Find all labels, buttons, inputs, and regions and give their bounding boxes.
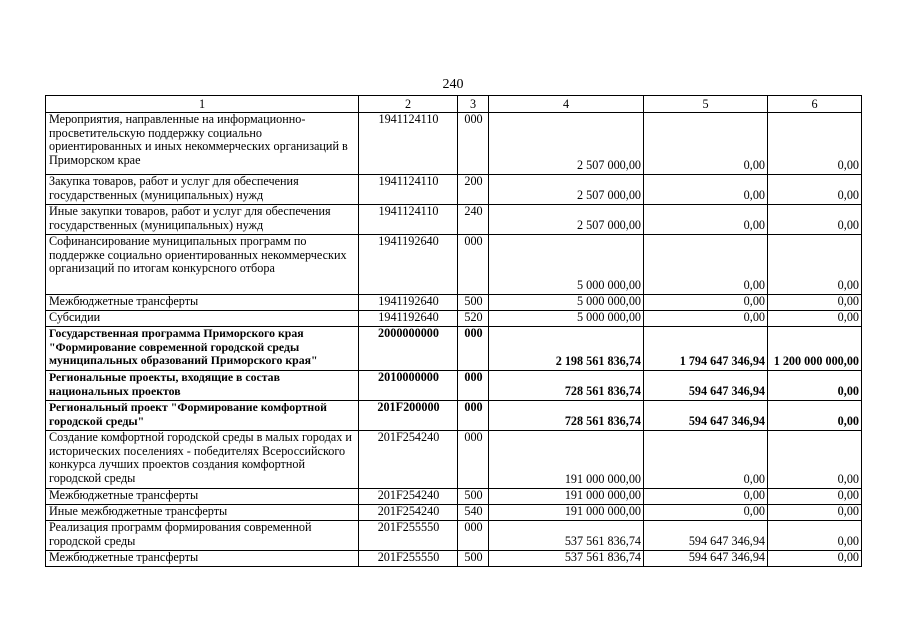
row-name: Межбюджетные трансферты xyxy=(46,551,359,567)
expense-type-code: 520 xyxy=(458,311,489,327)
table-row xyxy=(46,327,862,371)
amount-col6: 0,00 xyxy=(768,371,862,401)
row-name: Иные закупки товаров, работ и услуг для обеспечения государственных (муниципальных) нужд xyxy=(46,205,359,235)
amount-col6: 0,00 xyxy=(768,175,862,205)
amount-col4: 728 561 836,74 xyxy=(489,371,644,401)
table-row xyxy=(46,505,862,521)
column-header: 3 xyxy=(458,96,489,113)
row-name: Мероприятия, направленные на информационно-просветительскую поддержку социально ориентированных и иных некоммерческих организаций в Приморском крае xyxy=(46,113,359,175)
amount-col6: 0,00 xyxy=(768,505,862,521)
target-article-code: 1941192640 xyxy=(359,311,458,327)
column-header: 5 xyxy=(644,96,768,113)
amount-col6: 0,00 xyxy=(768,401,862,431)
expense-type-code: 240 xyxy=(458,205,489,235)
table-row xyxy=(46,489,862,505)
target-article-code: 201F255550 xyxy=(359,521,458,551)
expense-type-code: 000 xyxy=(458,235,489,295)
amount-col5: 0,00 xyxy=(644,505,768,521)
row-name: Иные межбюджетные трансферты xyxy=(46,505,359,521)
amount-col4: 5 000 000,00 xyxy=(489,295,644,311)
amount-col6: 0,00 xyxy=(768,113,862,175)
row-name: Региональный проект "Формирование комфортной городской среды" xyxy=(46,401,359,431)
amount-col4: 5 000 000,00 xyxy=(489,235,644,295)
expense-type-code: 500 xyxy=(458,489,489,505)
table-row xyxy=(46,235,862,295)
amount-col6: 1 200 000 000,00 xyxy=(768,327,862,371)
row-name: Государственная программа Приморского края "Формирование современной городской среды муниципальных образований Приморского края" xyxy=(46,327,359,371)
column-header: 2 xyxy=(359,96,458,113)
row-name: Межбюджетные трансферты xyxy=(46,489,359,505)
target-article-code: 1941192640 xyxy=(359,235,458,295)
amount-col4: 191 000 000,00 xyxy=(489,489,644,505)
amount-col5: 594 647 346,94 xyxy=(644,371,768,401)
expense-type-code: 540 xyxy=(458,505,489,521)
table-row xyxy=(46,295,862,311)
expense-type-code: 000 xyxy=(458,521,489,551)
amount-col4: 5 000 000,00 xyxy=(489,311,644,327)
column-header: 6 xyxy=(768,96,862,113)
amount-col5: 0,00 xyxy=(644,175,768,205)
amount-col6: 0,00 xyxy=(768,235,862,295)
amount-col6: 0,00 xyxy=(768,311,862,327)
amount-col5: 594 647 346,94 xyxy=(644,401,768,431)
target-article-code: 201F200000 xyxy=(359,401,458,431)
row-name: Создание комфортной городской среды в малых городах и исторических поселениях - победителях Всероссийского конкурса лучших проектов создания комфортной городской среды xyxy=(46,431,359,489)
target-article-code: 2010000000 xyxy=(359,371,458,401)
amount-col5: 0,00 xyxy=(644,489,768,505)
amount-col5: 0,00 xyxy=(644,113,768,175)
table-row xyxy=(46,113,862,175)
amount-col6: 0,00 xyxy=(768,551,862,567)
table-row xyxy=(46,205,862,235)
target-article-code: 1941124110 xyxy=(359,205,458,235)
table-row xyxy=(46,521,862,551)
target-article-code: 1941124110 xyxy=(359,175,458,205)
expense-type-code: 000 xyxy=(458,371,489,401)
amount-col5: 0,00 xyxy=(644,205,768,235)
amount-col6: 0,00 xyxy=(768,295,862,311)
amount-col5: 1 794 647 346,94 xyxy=(644,327,768,371)
expense-type-code: 000 xyxy=(458,113,489,175)
amount-col6: 0,00 xyxy=(768,205,862,235)
amount-col5: 0,00 xyxy=(644,311,768,327)
column-header: 4 xyxy=(489,96,644,113)
row-name: Межбюджетные трансферты xyxy=(46,295,359,311)
amount-col6: 0,00 xyxy=(768,521,862,551)
amount-col4: 191 000 000,00 xyxy=(489,505,644,521)
amount-col5: 0,00 xyxy=(644,235,768,295)
row-name: Реализация программ формирования современной городской среды xyxy=(46,521,359,551)
amount-col5: 0,00 xyxy=(644,295,768,311)
amount-col4: 2 507 000,00 xyxy=(489,205,644,235)
target-article-code: 1941192640 xyxy=(359,295,458,311)
target-article-code: 201F255550 xyxy=(359,551,458,567)
amount-col5: 594 647 346,94 xyxy=(644,521,768,551)
target-article-code: 201F254240 xyxy=(359,505,458,521)
table-row xyxy=(46,401,862,431)
amount-col5: 0,00 xyxy=(644,431,768,489)
target-article-code: 201F254240 xyxy=(359,431,458,489)
amount-col4: 2 198 561 836,74 xyxy=(489,327,644,371)
row-name: Субсидии xyxy=(46,311,359,327)
table-row xyxy=(46,311,862,327)
amount-col5: 594 647 346,94 xyxy=(644,551,768,567)
expense-type-code: 000 xyxy=(458,327,489,371)
target-article-code: 1941124110 xyxy=(359,113,458,175)
expense-type-code: 200 xyxy=(458,175,489,205)
amount-col4: 537 561 836,74 xyxy=(489,551,644,567)
row-name: Закупка товаров, работ и услуг для обеспечения государственных (муниципальных) нужд xyxy=(46,175,359,205)
row-name: Софинансирование муниципальных программ по поддержке социально ориентированных некоммерческих организаций по итогам конкурсного отбора xyxy=(46,235,359,295)
amount-col4: 191 000 000,00 xyxy=(489,431,644,489)
amount-col4: 537 561 836,74 xyxy=(489,521,644,551)
target-article-code: 201F254240 xyxy=(359,489,458,505)
target-article-code: 2000000000 xyxy=(359,327,458,371)
expense-type-code: 000 xyxy=(458,401,489,431)
budget-table xyxy=(45,95,862,567)
column-header: 1 xyxy=(46,96,359,113)
column-number-row xyxy=(46,96,862,113)
expense-type-code: 000 xyxy=(458,431,489,489)
table-row xyxy=(46,371,862,401)
table-row xyxy=(46,551,862,567)
table-row xyxy=(46,175,862,205)
row-name: Региональные проекты, входящие в состав национальных проектов xyxy=(46,371,359,401)
amount-col4: 2 507 000,00 xyxy=(489,175,644,205)
amount-col4: 2 507 000,00 xyxy=(489,113,644,175)
amount-col6: 0,00 xyxy=(768,431,862,489)
expense-type-code: 500 xyxy=(458,295,489,311)
expense-type-code: 500 xyxy=(458,551,489,567)
page-number: 240 xyxy=(442,77,464,92)
table-row xyxy=(46,431,862,489)
amount-col6: 0,00 xyxy=(768,489,862,505)
amount-col4: 728 561 836,74 xyxy=(489,401,644,431)
